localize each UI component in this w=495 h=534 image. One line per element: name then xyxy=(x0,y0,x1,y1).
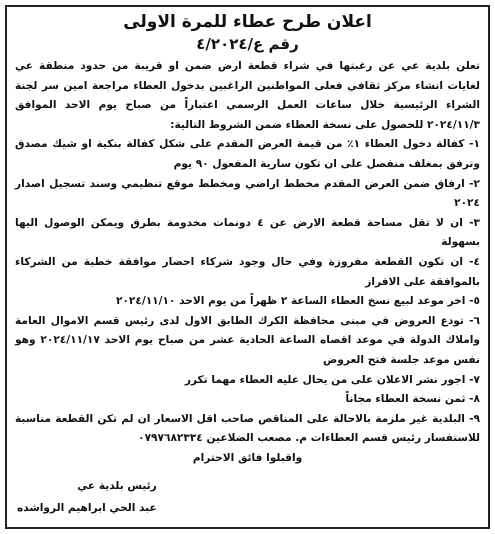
condition-2: ٢- ارفاق ضمن العرض المقدم مخطط اراضي ومخطط موقع تنظيمي وسند تسجيل اصدار ٢٠٢٤ xyxy=(15,177,480,210)
condition-6: ٦- تودع العروض في مبنى محافظة الكرك الطابق الاول لدى رئيس قسم الاموال العامة واملاك الدولة في موعد اقصاه الساعة الحادية عشر من صباح يوم الاحد ٢٠٢٤/١١/١٧ وهو نفس موعد جلسة فتح العروض xyxy=(15,314,480,366)
condition-9: ٩- البلدية غير ملزمة بالاحالة على المناقص صاحب اقل الاسعار ان لم تكن القطعة مناسبة للاستفسار رئيس قسم العطاءات م. مصعب الضلاعين ٠٧٩٧٦٨٢٣٣٤ xyxy=(15,412,480,445)
signature-name: عبد الحي ابراهيم الرواشده xyxy=(17,502,157,514)
signature-block xyxy=(17,475,157,519)
condition-8: ٨- ثمن نسخة العطاء مجاناً xyxy=(345,393,480,406)
condition-3: ٣- ان لا تقل مساحة قطعة الارض عن ٤ دونمات مخدومة بطرق ويمكن الوصول اليها بسهولة xyxy=(15,216,480,249)
tender-reference-number: رقم ع/٤/٢٠٢٤ xyxy=(196,35,299,53)
intro-paragraph: تعلن بلدية عي عن رغبتها في شراء قطعة ارض ضمن او قريبة من حدود منطقة عي لغايات انشاء مركز ثقافي فعلى المواطنين الراغبين بدخول العطاء مراجعة امين سر لجنة الشراء الرئيسية خلال ساعات العمل الرسمي اعتباراً من صباح يوم الاحد الموافق ٢٠٢٤/١١/٣ للحصول على نسخة العطاء ضمن الشروط التالية: xyxy=(15,60,480,131)
signature-role: رئيس بلدية عي xyxy=(77,480,157,492)
condition-5: ٥- اخر موعد لبيع نسخ العطاء الساعة ٢ ظهراً من يوم الاحد ٢٠٢٤/١١/١٠ xyxy=(115,295,480,308)
condition-4: ٤- ان تكون القطعة مفروزة وفي حال وجود شركاء احضار موافقة خطية من الشركاء بالموافقة على الافراز xyxy=(15,255,480,288)
announcement-title: اعلان طرح عطاء للمرة الاولى xyxy=(123,12,372,32)
condition-7: ٧- اجور نشر الاعلان على من يحال عليه العطاء مهما تكرر xyxy=(184,373,480,386)
announcement-body xyxy=(15,57,480,449)
condition-1: ١- كفالة دخول العطاء ١٪ من قيمة العرض المقدم على شكل كفالة بنكية او شيك مصدق وترفق بمغلف منفصل على ان تكون سارية المفعول ٩٠ يوم xyxy=(15,138,481,170)
closing-line: واقبلوا فائق الاحترام xyxy=(192,451,303,464)
announcement-frame xyxy=(5,5,490,529)
